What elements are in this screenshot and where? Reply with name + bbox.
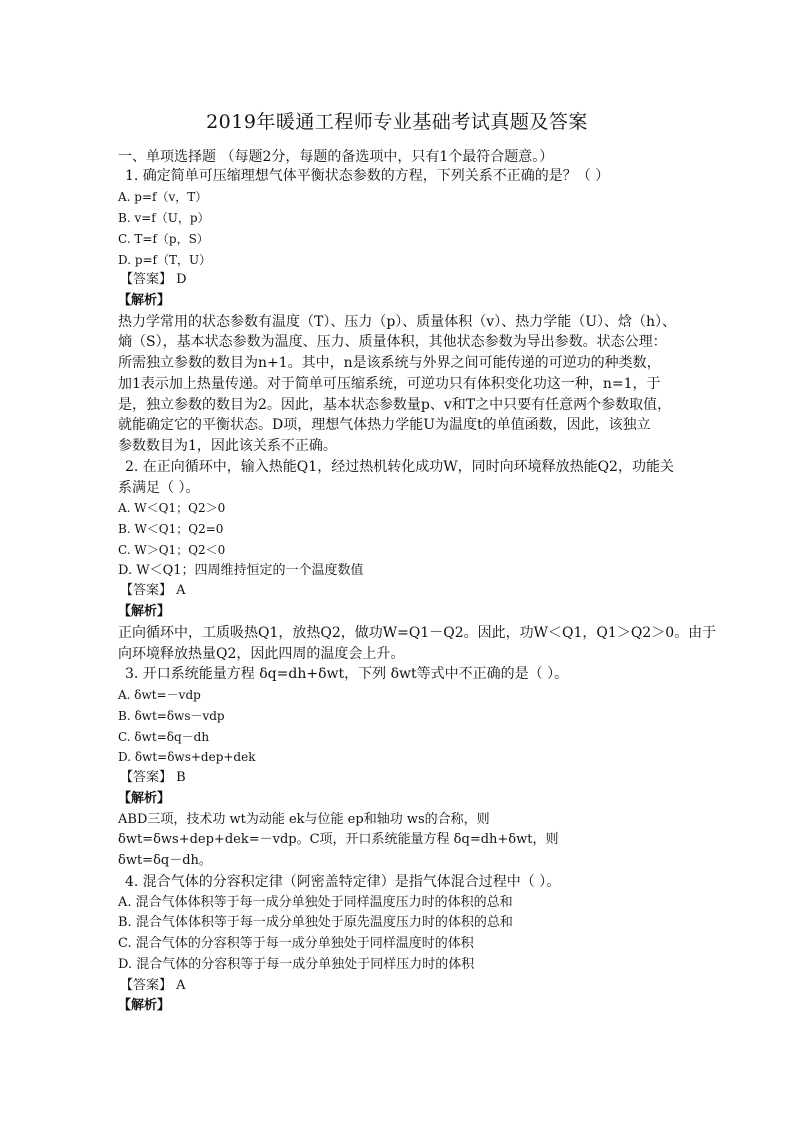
question-1-analysis-line: 参数数目为1，因此该关系不正确。	[118, 438, 337, 454]
question-4-option-d: D. 混合气体的分容积等于每一成分单独处于同样压力时的体积	[118, 957, 475, 972]
question-4-analysis-label: 【解析】	[118, 998, 171, 1013]
question-1-analysis-line: 熵（S），基本状态参数为温度、压力、质量体积，其他状态参数为导出参数。状态公理：	[118, 334, 667, 350]
question-2-option-d: D. W＜Q1；四周维持恒定的一个温度数值	[118, 563, 364, 578]
question-2-analysis-line: 向环境释放热量Q2，因此四周的温度会上升。	[118, 646, 405, 662]
question-4-option-c: C. 混合气体的分容积等于每一成分单独处于同样温度时的体积	[118, 936, 474, 951]
question-2-answer: 【答案】 A	[120, 583, 186, 598]
question-3-option-d: D. δwt=δws+dep+dek	[118, 750, 256, 764]
document-title: 2019年暖通工程师专业基础考试真题及答案	[206, 111, 588, 133]
question-3-stem: 3. 开口系统能量方程 δq=dh+δwt，下列 δwt等式中不正确的是（ ）。	[125, 666, 569, 682]
question-1-stem: 1. 确定简单可压缩理想气体平衡状态参数的方程，下列关系不正确的是？（ ）	[125, 168, 610, 184]
question-2-stem: 2. 在正向循环中，输入热能Q1，经过热机转化成功W，同时向环境释放热能Q2，功能关	[125, 459, 674, 475]
question-1-analysis-label: 【解析】	[118, 293, 171, 308]
question-1-analysis-line: 就能确定它的平衡状态。D项，理想气体热力学能U为温度t的单值函数，因此，该独立	[118, 417, 651, 433]
question-1-option-b: B. v=f（U，p）	[118, 211, 210, 225]
question-2-option-b: B. W＜Q1；Q2=0	[118, 522, 224, 536]
question-4-answer: 【答案】 A	[120, 978, 186, 993]
question-4-stem: 4. 混合气体的分容积定律（阿密盖特定律）是指气体混合过程中（ ）。	[125, 874, 561, 890]
section-heading: 一、单项选择题 （每题2分，每题的备选项中，只有1个最符合题意。）	[118, 149, 554, 165]
question-3-analysis-line: δwt=δws+dep+dek=－vdp。C项，开口系统能量方程 δq=dh+δwt，则	[118, 832, 559, 847]
question-2-stem-cont: 系满足（ ）。	[118, 480, 200, 496]
question-2-option-c: C. W＞Q1；Q2＜0	[118, 543, 226, 557]
question-4-option-b: B. 混合气体体积等于每一成分单独处于原先温度压力时的体积的总和	[118, 915, 513, 930]
question-1-analysis-line: 所需独立参数的数目为n+1。其中，n是该系统与外界之间可能传递的可逆功的种类数，	[118, 355, 661, 371]
question-3-answer: 【答案】 B	[120, 770, 186, 785]
question-1-analysis-line: 热力学常用的状态参数有温度（T）、压力（p）、质量体积（v）、热力学能（U）、焓（h）、	[118, 314, 677, 330]
question-2-analysis-label: 【解析】	[118, 604, 171, 619]
question-1-answer: 【答案】 D	[120, 272, 187, 287]
question-2-analysis-line: 正向循环中，工质吸热Q1，放热Q2，做功W=Q1－Q2。因此，功W＜Q1，Q1＞Q2＞0。由于	[118, 625, 717, 641]
question-1-analysis-line: 是，独立参数的数目为2。因此，基本状态参数量p、v和T之中只要有任意两个参数取值，	[118, 397, 672, 413]
question-3-option-b: B. δwt=δws－vdp	[118, 709, 225, 723]
question-3-analysis-line: ABD三项，技术功 wt为动能 ek与位能 ep和轴功 ws的合称，则	[118, 812, 490, 827]
question-1-option-d: D. p=f（T，U）	[118, 253, 212, 267]
question-2-option-a: A. W＜Q1；Q2＞0	[118, 501, 226, 515]
question-3-option-a: A. δwt=－vdp	[118, 688, 201, 702]
question-3-option-c: C. δwt=δq－dh	[118, 730, 210, 744]
question-3-analysis-label: 【解析】	[118, 791, 171, 806]
question-3-analysis-line: δwt=δq－dh。	[118, 853, 212, 868]
question-1-option-a: A. p=f（v，T）	[118, 190, 208, 204]
question-1-option-c: C. T=f（p，S）	[118, 232, 209, 246]
question-1-analysis-line: 加1表示加上热量传递。对于简单可压缩系统，可逆功只有体积变化功这一种，n=1，于	[118, 376, 661, 392]
question-4-option-a: A. 混合气体体积等于每一成分单独处于同样温度压力时的体积的总和	[118, 895, 513, 910]
